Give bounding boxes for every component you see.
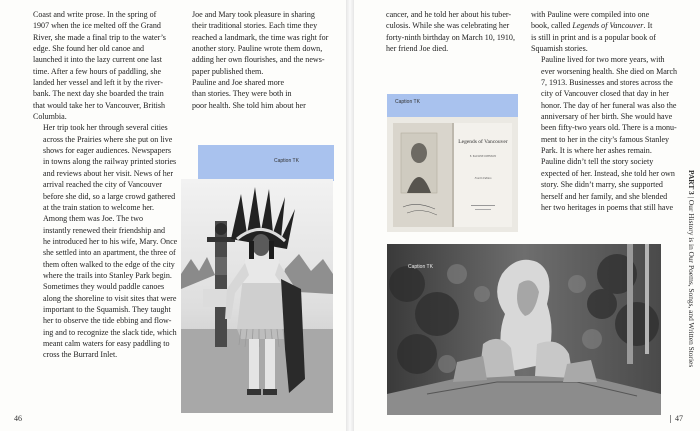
text-line: another story. Pauline wrote them down, <box>192 44 323 54</box>
text-line: Pauline and Joe shared more <box>192 78 285 88</box>
text-line: book, called Legends of Vancouver. It <box>531 21 653 31</box>
text-line: launched it into the lazy current one last <box>33 55 162 65</box>
text-line: River, she made a final trip to the water’s <box>33 32 166 42</box>
paragraph <box>182 77 334 111</box>
text-line: shows for eager audiences. Newspapers <box>43 146 172 156</box>
paragraph <box>531 156 681 213</box>
text-line: her to observe the tide ebbing and flow- <box>43 316 172 326</box>
right-caption-box <box>387 94 518 119</box>
text-line: culosis. While she was celebrating her <box>386 21 510 31</box>
text-line: ever worsening health. She died on March <box>541 66 678 76</box>
text-line: at the train station to welcome her. <box>43 202 155 212</box>
text-line: in towns along the railway printed stories <box>43 157 177 167</box>
paragraph <box>33 122 183 213</box>
text-line: city of Vancouver closed that day in her <box>541 89 669 99</box>
right-folio: 47 <box>675 414 683 423</box>
left-caption-text: Caption TK <box>274 158 299 164</box>
text-line: Sometimes they would paddle canoes <box>43 282 165 292</box>
text-line: their traditional stories. Each time they <box>192 21 318 31</box>
text-line: cross the Burrard Inlet. <box>43 350 118 360</box>
text-line: across the Prairies where she put on live <box>43 134 173 144</box>
monument-caption-text: Caption TK <box>408 264 433 270</box>
text-line: he introduced her to his wife, Mary. Once <box>43 236 178 246</box>
left-column-2 <box>182 9 334 111</box>
text-line: paper published them. <box>192 66 264 76</box>
text-line: Pauline lived for two more years, with <box>541 55 665 65</box>
right-column-2 <box>531 9 681 213</box>
text-line: landed her vessel and left it by the river- <box>33 78 163 88</box>
text-line: reached a landmark, the time was right for <box>192 32 329 42</box>
man-headdress-illustration <box>181 179 333 413</box>
paragraph <box>33 9 183 122</box>
section-name: Our History is in Our Poems, Songs, and Written Stories <box>687 199 696 368</box>
book-author: E. PAULINE JOHNSON <box>469 155 497 158</box>
text-line: Columbia. <box>33 112 67 122</box>
paragraph <box>182 9 334 77</box>
text-line: Coast and write prose. In the spring of <box>33 10 157 19</box>
text-line: along the shoreline to visit sites that were <box>43 293 177 303</box>
legends-book-illustration <box>387 117 518 232</box>
text-line: ment to her in the city’s famous Stanley <box>541 134 670 144</box>
photo-stanley-park-monument <box>387 244 661 415</box>
paragraph <box>531 9 681 54</box>
text-line: meant calm waters for easy paddling to <box>43 338 170 348</box>
photo-legends-book <box>387 117 518 232</box>
text-line: Among them was Joe. The two <box>43 214 143 224</box>
text-line: Squamish stories. <box>531 44 588 54</box>
text-line: story. She didn’t marry, she supported <box>541 180 663 190</box>
running-section-title <box>684 170 696 410</box>
book-gutter <box>346 0 354 431</box>
text-line: forty-ninth birthday on March 10, 1910, <box>386 32 515 42</box>
paragraph <box>33 213 183 360</box>
text-line: expected of her. Instead, she told her own <box>541 168 675 178</box>
paragraph <box>386 9 534 54</box>
text-line: them often walked to the edge of the city <box>43 259 175 269</box>
section-rule: | <box>687 196 696 200</box>
section-part: PART 3 <box>687 170 696 195</box>
text-line: her two heritages in poems that still have <box>541 202 674 212</box>
left-caption-box <box>198 145 334 181</box>
left-column-1 <box>33 9 183 361</box>
text-line: Pauline didn’t tell the story society <box>541 157 654 167</box>
paragraph <box>531 54 681 156</box>
text-line: anniversary of her birth. She would have <box>541 112 673 122</box>
text-line: important to the Squamish. They taught <box>43 304 171 314</box>
book-title: Legends of Vancouver <box>458 139 508 145</box>
text-line: than stories. They were both in <box>192 89 292 99</box>
text-line: Joe and Mary took pleasure in sharing <box>192 10 315 19</box>
text-line: with Pauline were compiled into one <box>531 10 650 19</box>
text-line: honor. The day of her funeral was also the <box>541 100 677 110</box>
book-edition: Fourth Edition <box>474 177 492 180</box>
text-line: and reviews about her visit. News of her <box>43 168 174 178</box>
text-line: instantly renewed their friendship and <box>43 225 166 235</box>
text-line: that would take her to Vancouver, British <box>33 100 166 110</box>
left-folio: 46 <box>14 414 22 423</box>
text-line: where the trails into Stanley Park begin. <box>43 270 172 280</box>
text-line: before she did, so a large crowd gathered <box>43 191 176 201</box>
text-line: she settled into an apartment, the three of <box>43 248 176 258</box>
text-line: Her trip took her through several cities <box>43 123 168 133</box>
right-caption-text: Caption TK <box>395 99 420 105</box>
text-line: adding her own flourishes, and the news- <box>192 55 325 65</box>
text-line: edge. She found her old canoe and <box>33 44 145 54</box>
text-line: poor health. She told him about her <box>192 100 306 110</box>
folio-rule <box>670 415 671 423</box>
text-line: 7, 1913. Businesses and stores across the <box>541 78 673 88</box>
text-line: her friend Joe died. <box>386 44 449 54</box>
text-line: been fifty-two years old. There is a monu- <box>541 123 677 133</box>
text-line: herself and her family, and she blended <box>541 191 668 201</box>
text-line: Park. It is where her ashes remain. <box>541 146 652 156</box>
photo-man-headdress <box>181 179 333 413</box>
text-line: bank. The next day she boarded the train <box>33 89 164 99</box>
text-line: ing and to recognize the slack tide, which <box>43 327 177 337</box>
text-line: 1907 when the ice melted off the Grand <box>33 21 161 31</box>
text-line: cancer, and he told her about his tuber- <box>386 10 512 19</box>
text-line: is still in print and is a popular book of <box>531 32 656 42</box>
text-line: arrival reached the city of Vancouver <box>43 180 162 190</box>
right-column-1 <box>386 9 534 54</box>
text-line: time. After a few hours of paddling, she <box>33 66 162 76</box>
